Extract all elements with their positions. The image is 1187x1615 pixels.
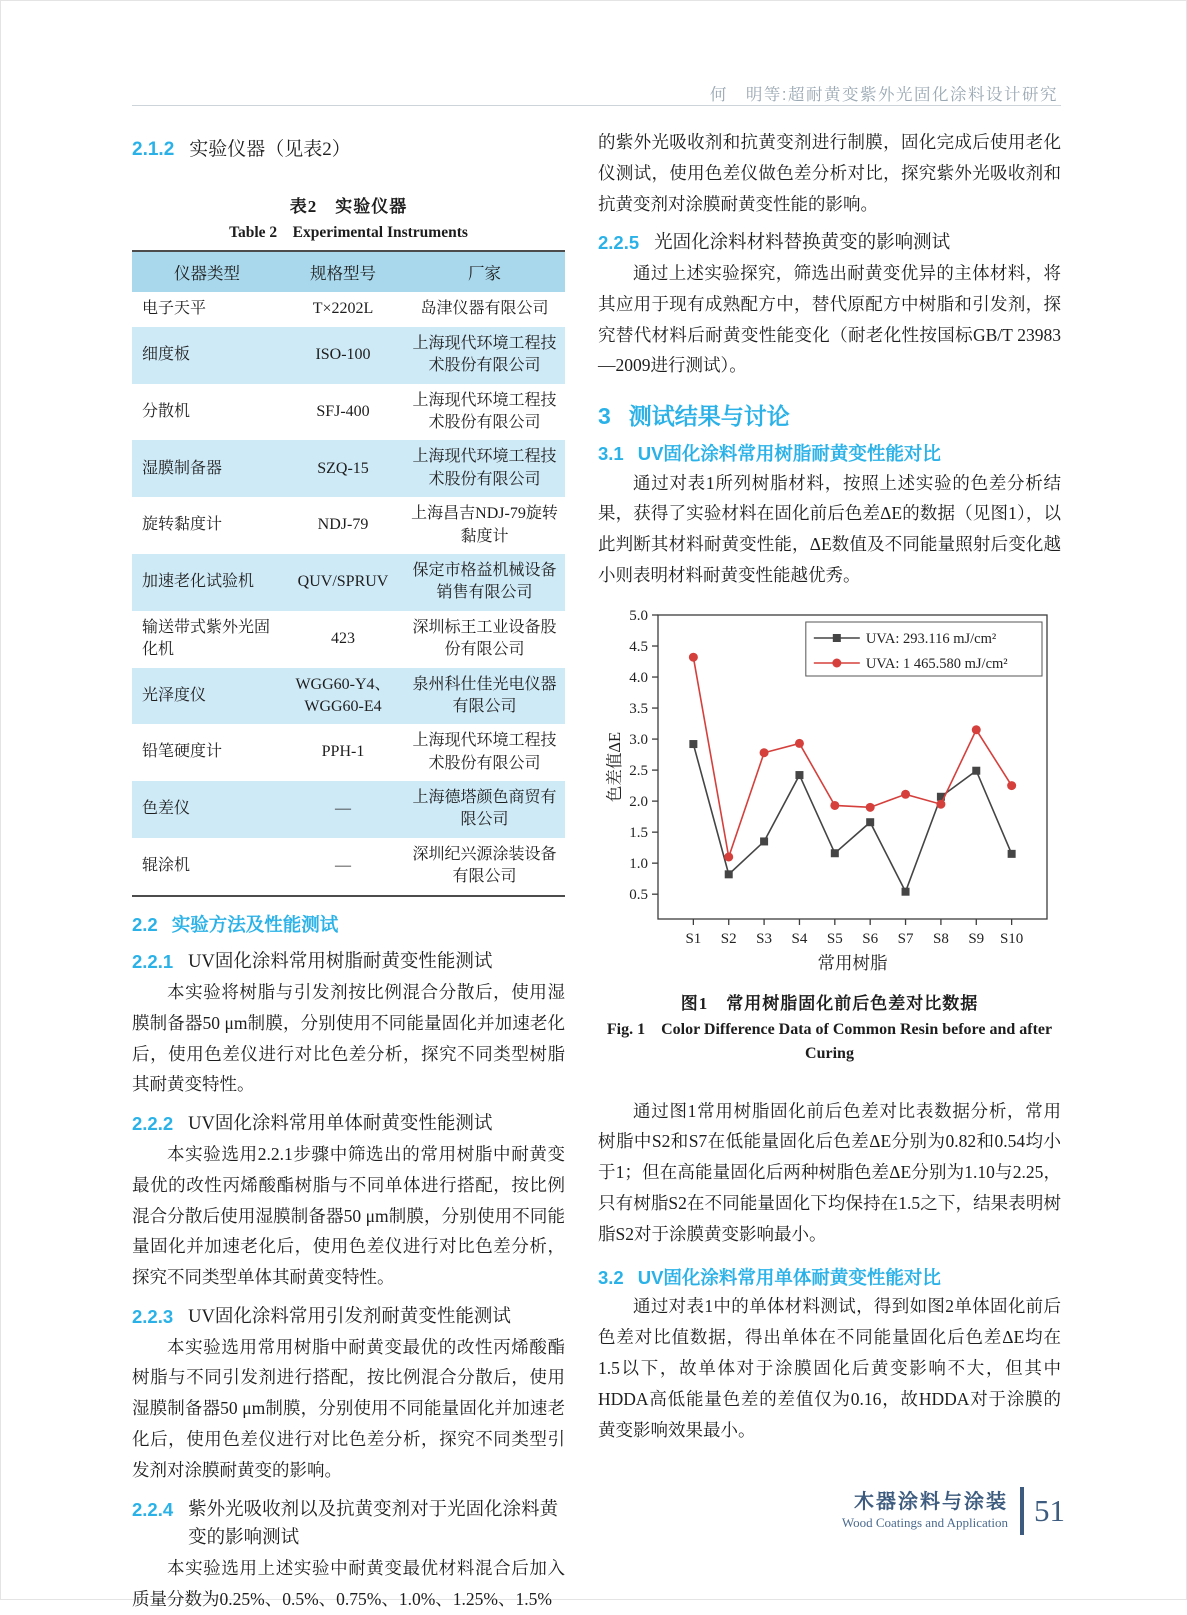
table-cell: 分散机 (142, 402, 191, 420)
heading-number: 3.1 (598, 442, 624, 464)
table-cell: QUV/SPRUV (297, 573, 389, 591)
table-row (132, 384, 565, 441)
table-row (132, 668, 565, 725)
figure1 (598, 607, 1061, 1066)
table-cell: 上海现代环境工程技术股份有限公司 (412, 391, 557, 431)
table-cell: 深圳纪兴源涂装设备有限公司 (412, 845, 557, 886)
heading-2-2 (132, 911, 565, 939)
svg-text:常用树脂: 常用树脂 (817, 952, 888, 973)
svg-text:S2: S2 (720, 930, 737, 947)
svg-text:5.0: 5.0 (629, 607, 648, 624)
heading-3 (598, 399, 1061, 434)
heading-title: UV固化涂料常用树脂耐黄变性能测试 (188, 952, 493, 973)
heading-title: UV固化涂料常用单体耐黄变性能测试 (188, 1114, 493, 1135)
table-cell: 湿膜制备器 (142, 459, 223, 477)
svg-text:0.5: 0.5 (629, 886, 648, 903)
heading-2-2-5 (598, 229, 1061, 258)
table-row (132, 781, 565, 838)
page-footer (842, 1487, 1065, 1535)
paragraph-3-2: 通过对表1中的单体材料测试，得到如图2单体固化前后色差对比值数据，得出单体在不同能量固化后色差ΔE均在1.5以下，故单体对于涂膜固化后黄变影响不大，但其中HDDA高低能量色差的差值仅为0.16，故HDDA对于涂膜的黄变影响效果最小。 (598, 1296, 1061, 1440)
table-cell: 上海现代环境工程技术股份有限公司 (412, 732, 557, 772)
svg-text:4.0: 4.0 (629, 669, 648, 686)
journal-name-en: Wood Coatings and Application (841, 1515, 1008, 1530)
table2-block (132, 192, 565, 896)
table-cell: 光泽度仪 (142, 686, 207, 704)
svg-text:1.5: 1.5 (629, 824, 648, 841)
heading-number: 3 (598, 403, 611, 430)
table-cell: — (335, 800, 351, 818)
table-cell: 上海现代环境工程技术股份有限公司 (412, 448, 557, 488)
col-header-type: 仪器类型 (174, 264, 240, 284)
table-cell: PPH-1 (321, 743, 365, 761)
running-head: 何 明等:超耐黄变紫外光固化涂料设计研究 (709, 86, 1058, 104)
table-cell: 细度板 (142, 346, 191, 364)
table-cell: 辊涂机 (142, 857, 191, 875)
table-row (132, 440, 565, 497)
table-row (132, 838, 565, 896)
heading-3-1 (598, 440, 1061, 468)
heading-number: 2.2.3 (132, 1305, 174, 1327)
svg-text:UVA: 293.116 mJ/cm²: UVA: 293.116 mJ/cm² (865, 630, 997, 647)
heading-2-2-1 (132, 948, 565, 977)
svg-text:S1: S1 (685, 930, 702, 947)
heading-title: 紫外光吸收剂以及抗黄变剂对于光固化涂料黄变的影响测试 (188, 1499, 559, 1549)
journal-name-cn: 木器涂料与涂装 (854, 1491, 1008, 1513)
svg-text:2.5: 2.5 (629, 762, 648, 779)
right-column (598, 127, 1061, 1615)
svg-text:3.5: 3.5 (629, 700, 648, 717)
table-cell: 423 (331, 629, 355, 647)
table-row (132, 554, 565, 611)
table-cell: WGG60-Y4、WGG60-E4 (295, 675, 391, 715)
heading-title: 实验方法及性能测试 (171, 913, 339, 935)
table-cell: 色差仪 (142, 800, 191, 818)
table-cell: 输送带式紫外光固化机 (142, 618, 271, 659)
table-cell: SZQ-15 (317, 459, 369, 477)
heading-title: UV固化涂料常用单体耐黄变性能对比 (637, 1266, 941, 1288)
svg-text:4.5: 4.5 (629, 638, 648, 655)
figure1-caption-en: Fig. 1 Color Difference Data of Common Resin before and after Curing (606, 1020, 1053, 1062)
svg-text:3.0: 3.0 (629, 731, 648, 748)
table-cell: 上海昌吉NDJ-79旋转黏度计 (411, 505, 558, 545)
heading-title: 实验仪器（见表2） (189, 139, 351, 160)
heading-2-2-3 (132, 1303, 565, 1332)
table-header (132, 251, 565, 292)
table-row (132, 327, 565, 384)
table-row (132, 611, 565, 668)
svg-text:S8: S8 (932, 930, 949, 947)
header-rule (132, 105, 1061, 106)
heading-number: 3.2 (598, 1266, 624, 1288)
svg-text:S7: S7 (897, 930, 914, 947)
table-cell: ISO-100 (315, 346, 371, 364)
svg-text:S4: S4 (791, 930, 808, 947)
heading-2-2-2 (132, 1110, 565, 1139)
table-cell: — (335, 857, 351, 875)
svg-text:色差值ΔE: 色差值ΔE (605, 731, 624, 802)
table2-title-cn: 表2 实验仪器 (289, 197, 408, 217)
paragraph-continuation: 的紫外光吸收剂和抗黄变剂进行制膜，固化完成后使用老化仪测试，使用色差仪做色差分析对比，探究紫外光吸收剂和抗黄变剂对涂膜耐黄变性能的影响。 (598, 132, 1061, 214)
table-cell: 保定市格益机械设备销售有限公司 (412, 561, 557, 602)
table-row (132, 724, 565, 781)
paragraph-2-2-1: 本实验将树脂与引发剂按比例混合分散后，使用湿膜制备器50 μm制膜，分别使用不同能量固化并加速老化后，使用色差仪进行对比色差分析，探究不同类型树脂其耐黄变特性。 (132, 982, 565, 1095)
table2-title-en: Table 2 Experimental Instruments (229, 224, 468, 242)
heading-number: 2.1.2 (132, 139, 175, 160)
figure1-chart (604, 607, 1059, 979)
table-cell: 加速老化试验机 (142, 573, 255, 591)
heading-number: 2.2.5 (598, 232, 640, 254)
table-row (132, 497, 565, 554)
left-column (132, 127, 565, 1615)
table-cell: 泉州科仕佳光电仪器有限公司 (412, 675, 557, 715)
heading-2-1-2 (132, 135, 565, 164)
heading-number: 2.2 (132, 913, 158, 935)
svg-text:S3: S3 (756, 930, 773, 947)
footer-divider-bar (1020, 1487, 1024, 1535)
svg-text:S6: S6 (862, 930, 879, 947)
paragraph-2-2-5: 通过上述实验探究，筛选出耐黄变优异的主体材料，将其应用于现有成熟配方中，替代原配方中树脂和引发剂，探究替代材料后耐黄变性能变化（耐老化性按国标GB/T 23983—2009进行测试）。 (598, 263, 1061, 376)
paragraph-2-2-3: 本实验选用常用树脂中耐黄变最优的改性丙烯酸酯树脂与不同引发剂进行搭配，按比例混合分散后，使用湿膜制备器50 μm制膜，分别使用不同能量固化并加速老化后，使用色差仪进行对比色差分析，探究不同类型引发剂对涂膜耐黄变的影响。 (132, 1336, 565, 1480)
svg-text:S9: S9 (968, 930, 985, 947)
paragraph-2-2-2: 本实验选用2.2.1步骤中筛选出的常用树脂中耐黄变最优的改性丙烯酸酯树脂与不同单体进行搭配，按比例混合分散后使用湿膜制备器50 μm制膜，分别使用不同能量固化并加速老化后，使用色差仪进行对比色差分析，探究不同类型单体其耐黄变特性。 (132, 1143, 565, 1288)
col-header-manufacturer: 厂家 (468, 264, 501, 284)
table-cell: 岛津仪器有限公司 (420, 300, 549, 318)
heading-title: UV固化涂料常用树脂耐黄变性能对比 (637, 442, 941, 464)
table-cell: NDJ-79 (317, 516, 369, 534)
svg-text:S5: S5 (826, 930, 843, 947)
paragraph-2-2-4: 本实验选用上述实验中耐黄变最优材料混合后加入质量分数为0.25%、0.5%、0.75%、1.0%、1.25%、1.5% (132, 1557, 565, 1609)
table-cell: 深圳标王工业设备股份有限公司 (412, 618, 557, 659)
svg-text:S10: S10 (999, 930, 1024, 947)
figure1-caption-cn: 图1 常用树脂固化前后色差对比数据 (680, 993, 979, 1013)
table-cell: 上海现代环境工程技术股份有限公司 (412, 334, 557, 375)
heading-number: 2.2.2 (132, 1113, 174, 1135)
table-cell: 上海德塔颜色商贸有限公司 (412, 789, 557, 829)
paragraph-3-1: 通过对表1所列树脂材料，按照上述实验的色差分析结果，获得了实验材料在固化前后色差ΔE的数据（见图1），以此判断其材料耐黄变性能，ΔE数值及不同能量照射后变化越小则表明材料耐黄变性能越优秀。 (598, 472, 1061, 585)
paragraph-figure-discussion: 通过图1常用树脂固化前后色差对比表数据分析，常用树脂中S2和S7在低能量固化后色差ΔE分别为0.82和0.54均小于1；但在高能量固化后两种树脂色差ΔE分别为1.10与2.25，只有树脂S2在不同能量固化下均保持在1.5之下，结果表明树脂S2对于涂膜黄变影响最小。 (598, 1100, 1061, 1244)
svg-text:1.0: 1.0 (629, 855, 648, 872)
heading-3-2 (598, 1264, 1061, 1292)
heading-title: 光固化涂料材料替换黄变的影响测试 (654, 233, 951, 254)
table-cell: 铅笔硬度计 (142, 743, 223, 761)
instruments-table (132, 250, 565, 896)
svg-text:UVA: 1 465.580 mJ/cm²: UVA: 1 465.580 mJ/cm² (865, 655, 1008, 672)
heading-number: 2.2.1 (132, 951, 174, 973)
col-header-model: 规格型号 (310, 264, 376, 284)
table-cell: 旋转黏度计 (142, 516, 223, 534)
two-column-content (132, 127, 1061, 1615)
heading-title: 测试结果与讨论 (628, 403, 790, 430)
table-cell: T×2202L (312, 300, 374, 318)
table-cell: SFJ-400 (316, 402, 370, 420)
heading-2-2-4 (132, 1496, 565, 1553)
journal-name-block (842, 1491, 1008, 1531)
table-row (132, 292, 565, 326)
heading-title: UV固化涂料常用引发剂耐黄变性能测试 (188, 1306, 511, 1327)
heading-number: 2.2.4 (132, 1498, 174, 1520)
svg-text:2.0: 2.0 (629, 793, 648, 810)
table-cell: 电子天平 (142, 300, 207, 318)
table-body (132, 292, 565, 895)
page-number: 51 (1034, 1493, 1065, 1528)
